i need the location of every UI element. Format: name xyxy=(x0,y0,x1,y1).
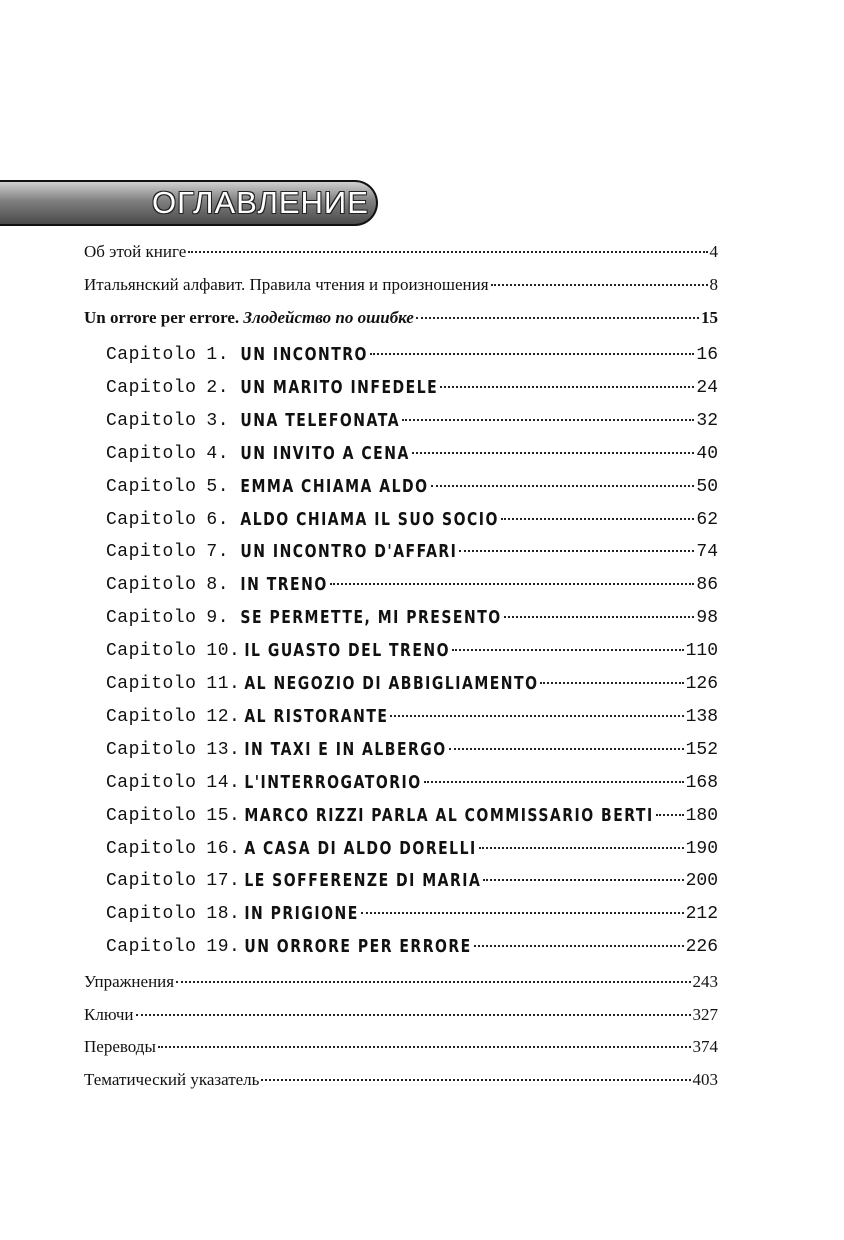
chapter-number: 14. xyxy=(206,772,241,793)
toc-chapter-row[interactable] xyxy=(106,805,718,826)
chapter-number: 1. xyxy=(206,345,230,365)
dot-leader xyxy=(656,814,684,816)
entry-label: Упражнения xyxy=(84,972,175,991)
toc-entry-story[interactable] xyxy=(84,308,718,328)
chapter-label xyxy=(106,936,472,957)
chapter-page: 226 xyxy=(685,937,718,958)
chapter-label xyxy=(106,574,328,595)
dot-leader xyxy=(361,912,684,914)
chapter-word: Capitolo xyxy=(106,871,197,892)
dot-leader xyxy=(370,353,694,355)
dot-leader xyxy=(390,715,683,717)
chapter-word: Capitolo xyxy=(106,410,197,431)
chapter-number: 4. xyxy=(206,443,230,464)
chapter-word: Capitolo xyxy=(106,377,197,398)
entry-page: 374 xyxy=(692,1037,718,1056)
chapter-word: Capitolo xyxy=(106,706,197,727)
dot-leader xyxy=(412,452,695,454)
toc-chapter-row[interactable] xyxy=(106,377,718,398)
chapter-label xyxy=(106,673,538,694)
story-title xyxy=(84,308,414,328)
chapter-page: 62 xyxy=(696,509,718,530)
chapter-page: 212 xyxy=(685,904,718,925)
chapter-title: SE PERMETTE, MI PRESENTO xyxy=(240,608,502,629)
chapter-word: Capitolo xyxy=(106,509,197,530)
toc-chapter-row[interactable] xyxy=(106,673,718,694)
toc-entry-back[interactable] xyxy=(84,972,718,992)
chapter-title: UN INCONTRO D'AFFARI xyxy=(240,542,458,563)
chapter-word: Capitolo xyxy=(106,674,197,694)
chapter-page: 32 xyxy=(696,410,718,431)
toc-entry-about[interactable] xyxy=(84,242,718,262)
chapter-label xyxy=(106,706,388,727)
dot-leader xyxy=(479,847,684,849)
dot-leader xyxy=(158,1046,691,1048)
dot-leader xyxy=(176,981,690,983)
toc-chapter-row[interactable] xyxy=(106,640,718,661)
chapter-word: Capitolo xyxy=(106,542,197,563)
chapter-label xyxy=(106,476,429,497)
chapter-page: 138 xyxy=(685,706,718,727)
toc-chapter-row[interactable] xyxy=(106,410,718,431)
dot-leader xyxy=(474,945,684,947)
chapter-number: 9. xyxy=(206,608,230,629)
chapter-title: IN TAXI E IN ALBERGO xyxy=(244,739,447,760)
chapter-word: Capitolo xyxy=(106,838,197,859)
dot-leader xyxy=(402,419,694,421)
chapter-page: 98 xyxy=(696,608,718,629)
toc-chapter-row[interactable] xyxy=(106,706,718,727)
dot-leader xyxy=(188,251,707,253)
chapter-label xyxy=(106,640,450,661)
dot-leader xyxy=(491,284,708,286)
chapter-number: 16. xyxy=(206,838,241,859)
entry-page: 4 xyxy=(709,242,718,261)
toc-chapter-row[interactable] xyxy=(106,936,718,957)
chapter-label xyxy=(106,377,438,398)
chapter-number: 13. xyxy=(206,739,241,760)
chapter-title: UNA TELEFONATA xyxy=(240,410,401,431)
chapter-title: AL RISTORANTE xyxy=(244,706,389,727)
dot-leader xyxy=(504,616,695,618)
entry-label: Итальянский алфавит. Правила чтения и произношения xyxy=(84,275,489,294)
entry-page: 15 xyxy=(701,308,718,327)
chapter-number: 10. xyxy=(206,641,241,662)
toc-entry-back[interactable] xyxy=(84,1005,718,1025)
entry-label: Тематический указатель xyxy=(84,1069,260,1089)
chapter-label xyxy=(106,410,400,431)
chapter-title: UN MARITO INFEDELE xyxy=(240,377,439,398)
toc-chapter-row[interactable] xyxy=(106,772,718,793)
chapter-number: 3. xyxy=(206,410,230,431)
dot-leader xyxy=(136,1014,691,1016)
chapter-page: 168 xyxy=(685,772,718,793)
chapter-number: 12. xyxy=(206,706,241,727)
chapter-number: 19. xyxy=(206,937,241,958)
chapter-word: Capitolo xyxy=(106,345,197,365)
entry-page: 327 xyxy=(692,1004,718,1024)
entry-label: Ключи xyxy=(84,1004,134,1024)
chapter-word: Capitolo xyxy=(106,772,197,793)
chapter-word: Capitolo xyxy=(106,476,197,497)
toc-chapter-row[interactable] xyxy=(106,476,718,497)
toc-chapter-row[interactable] xyxy=(106,607,718,628)
chapter-label xyxy=(106,607,502,628)
chapter-page: 86 xyxy=(696,575,718,596)
toc-chapter-row[interactable] xyxy=(106,870,718,891)
dot-leader xyxy=(431,485,695,487)
chapter-page: 74 xyxy=(696,542,718,563)
chapter-title: A CASA DI ALDO DORELLI xyxy=(244,838,477,859)
chapter-title: IN TRENO xyxy=(240,575,328,596)
chapter-title: ALDO CHIAMA IL SUO SOCIO xyxy=(240,509,499,530)
chapter-label xyxy=(106,870,481,891)
chapter-title: IN PRIGIONE xyxy=(244,904,359,925)
toc-chapter-row[interactable] xyxy=(106,838,718,859)
chapter-word: Capitolo xyxy=(106,575,197,596)
toc-entry-back[interactable] xyxy=(84,1070,718,1090)
chapter-word: Capitolo xyxy=(106,904,197,925)
chapter-number: 2. xyxy=(206,377,230,398)
story-title-ru: Злодейство по ошибке xyxy=(243,308,414,327)
chapter-page: 190 xyxy=(685,838,718,859)
chapter-word: Capitolo xyxy=(106,641,197,662)
chapter-page: 24 xyxy=(696,377,718,398)
dot-leader xyxy=(449,748,684,750)
toc-chapter-row[interactable] xyxy=(106,574,718,595)
chapter-title: LE SOFFERENZE DI MARIA xyxy=(244,871,482,892)
toc-chapter-row[interactable] xyxy=(106,509,718,530)
dot-leader xyxy=(416,317,699,319)
chapter-label xyxy=(106,838,477,859)
entry-page: 243 xyxy=(692,972,718,991)
chapter-label xyxy=(106,509,499,530)
chapter-word: Capitolo xyxy=(106,937,197,958)
chapter-label xyxy=(106,541,457,562)
story-title-it: Un orrore per errore. xyxy=(84,308,240,327)
toc-chapter-row[interactable] xyxy=(106,739,718,760)
chapter-word: Capitolo xyxy=(106,443,197,464)
chapter-number: 6. xyxy=(206,509,230,530)
dot-leader xyxy=(424,781,684,783)
chapter-number: 8. xyxy=(206,575,230,596)
chapter-label xyxy=(106,344,368,365)
chapter-page: 50 xyxy=(696,476,718,497)
chapter-page: 110 xyxy=(685,641,718,662)
chapter-title: IL GUASTO DEL TRENO xyxy=(244,641,450,662)
dot-leader xyxy=(501,518,695,520)
chapter-label xyxy=(106,443,410,464)
entry-page: 8 xyxy=(709,275,718,294)
toc-chapter-row[interactable] xyxy=(106,541,718,562)
chapter-page: 126 xyxy=(685,674,718,694)
dot-leader xyxy=(459,550,694,552)
chapter-title: UN ORRORE PER ERRORE xyxy=(244,937,472,958)
chapter-page: 180 xyxy=(685,805,718,826)
dot-leader xyxy=(440,386,694,388)
chapter-number: 18. xyxy=(206,904,241,925)
chapter-number: 5. xyxy=(206,476,230,497)
chapter-page: 40 xyxy=(696,443,718,464)
chapter-number: 11. xyxy=(206,674,241,694)
chapter-number: 15. xyxy=(206,805,241,826)
toc-entry-alphabet[interactable] xyxy=(84,275,718,295)
chapter-title: AL NEGOZIO DI ABBIGLIAMENTO xyxy=(244,674,539,694)
toc-chapter-row[interactable] xyxy=(106,344,718,365)
chapter-page: 152 xyxy=(685,739,718,760)
chapter-label xyxy=(106,903,359,924)
chapter-number: 17. xyxy=(206,871,241,892)
toc-header-banner xyxy=(0,180,378,226)
chapter-word: Capitolo xyxy=(106,608,197,629)
toc-chapter-row[interactable] xyxy=(106,443,718,464)
chapter-title: UN INVITO A CENA xyxy=(240,443,410,464)
entry-label: Об этой книге xyxy=(84,242,187,261)
entry-page: 403 xyxy=(692,1069,718,1089)
dot-leader xyxy=(261,1079,690,1081)
toc-entry-back[interactable] xyxy=(84,1037,718,1057)
chapter-title: L'INTERROGATORIO xyxy=(244,772,422,793)
chapter-word: Capitolo xyxy=(106,805,197,826)
dot-leader xyxy=(483,879,683,881)
chapter-number: 7. xyxy=(206,542,230,563)
chapter-label xyxy=(106,739,447,760)
toc-chapter-row[interactable] xyxy=(106,903,718,924)
chapter-title: MARCO RIZZI PARLA AL COMMISSARIO BERTI xyxy=(244,805,654,826)
toc-title: ОГЛАВЛЕНИЕ xyxy=(152,185,369,220)
dot-leader xyxy=(330,583,695,585)
chapter-page: 200 xyxy=(685,871,718,892)
chapter-page: 16 xyxy=(696,345,718,365)
chapter-title: EMMA CHIAMA ALDO xyxy=(240,476,429,497)
chapter-label xyxy=(106,772,422,793)
chapter-title: UN INCONTRO xyxy=(240,345,368,365)
dot-leader xyxy=(540,682,683,684)
chapter-label xyxy=(106,805,654,826)
chapter-word: Capitolo xyxy=(106,739,197,760)
dot-leader xyxy=(452,649,684,651)
entry-label: Переводы xyxy=(84,1037,156,1056)
